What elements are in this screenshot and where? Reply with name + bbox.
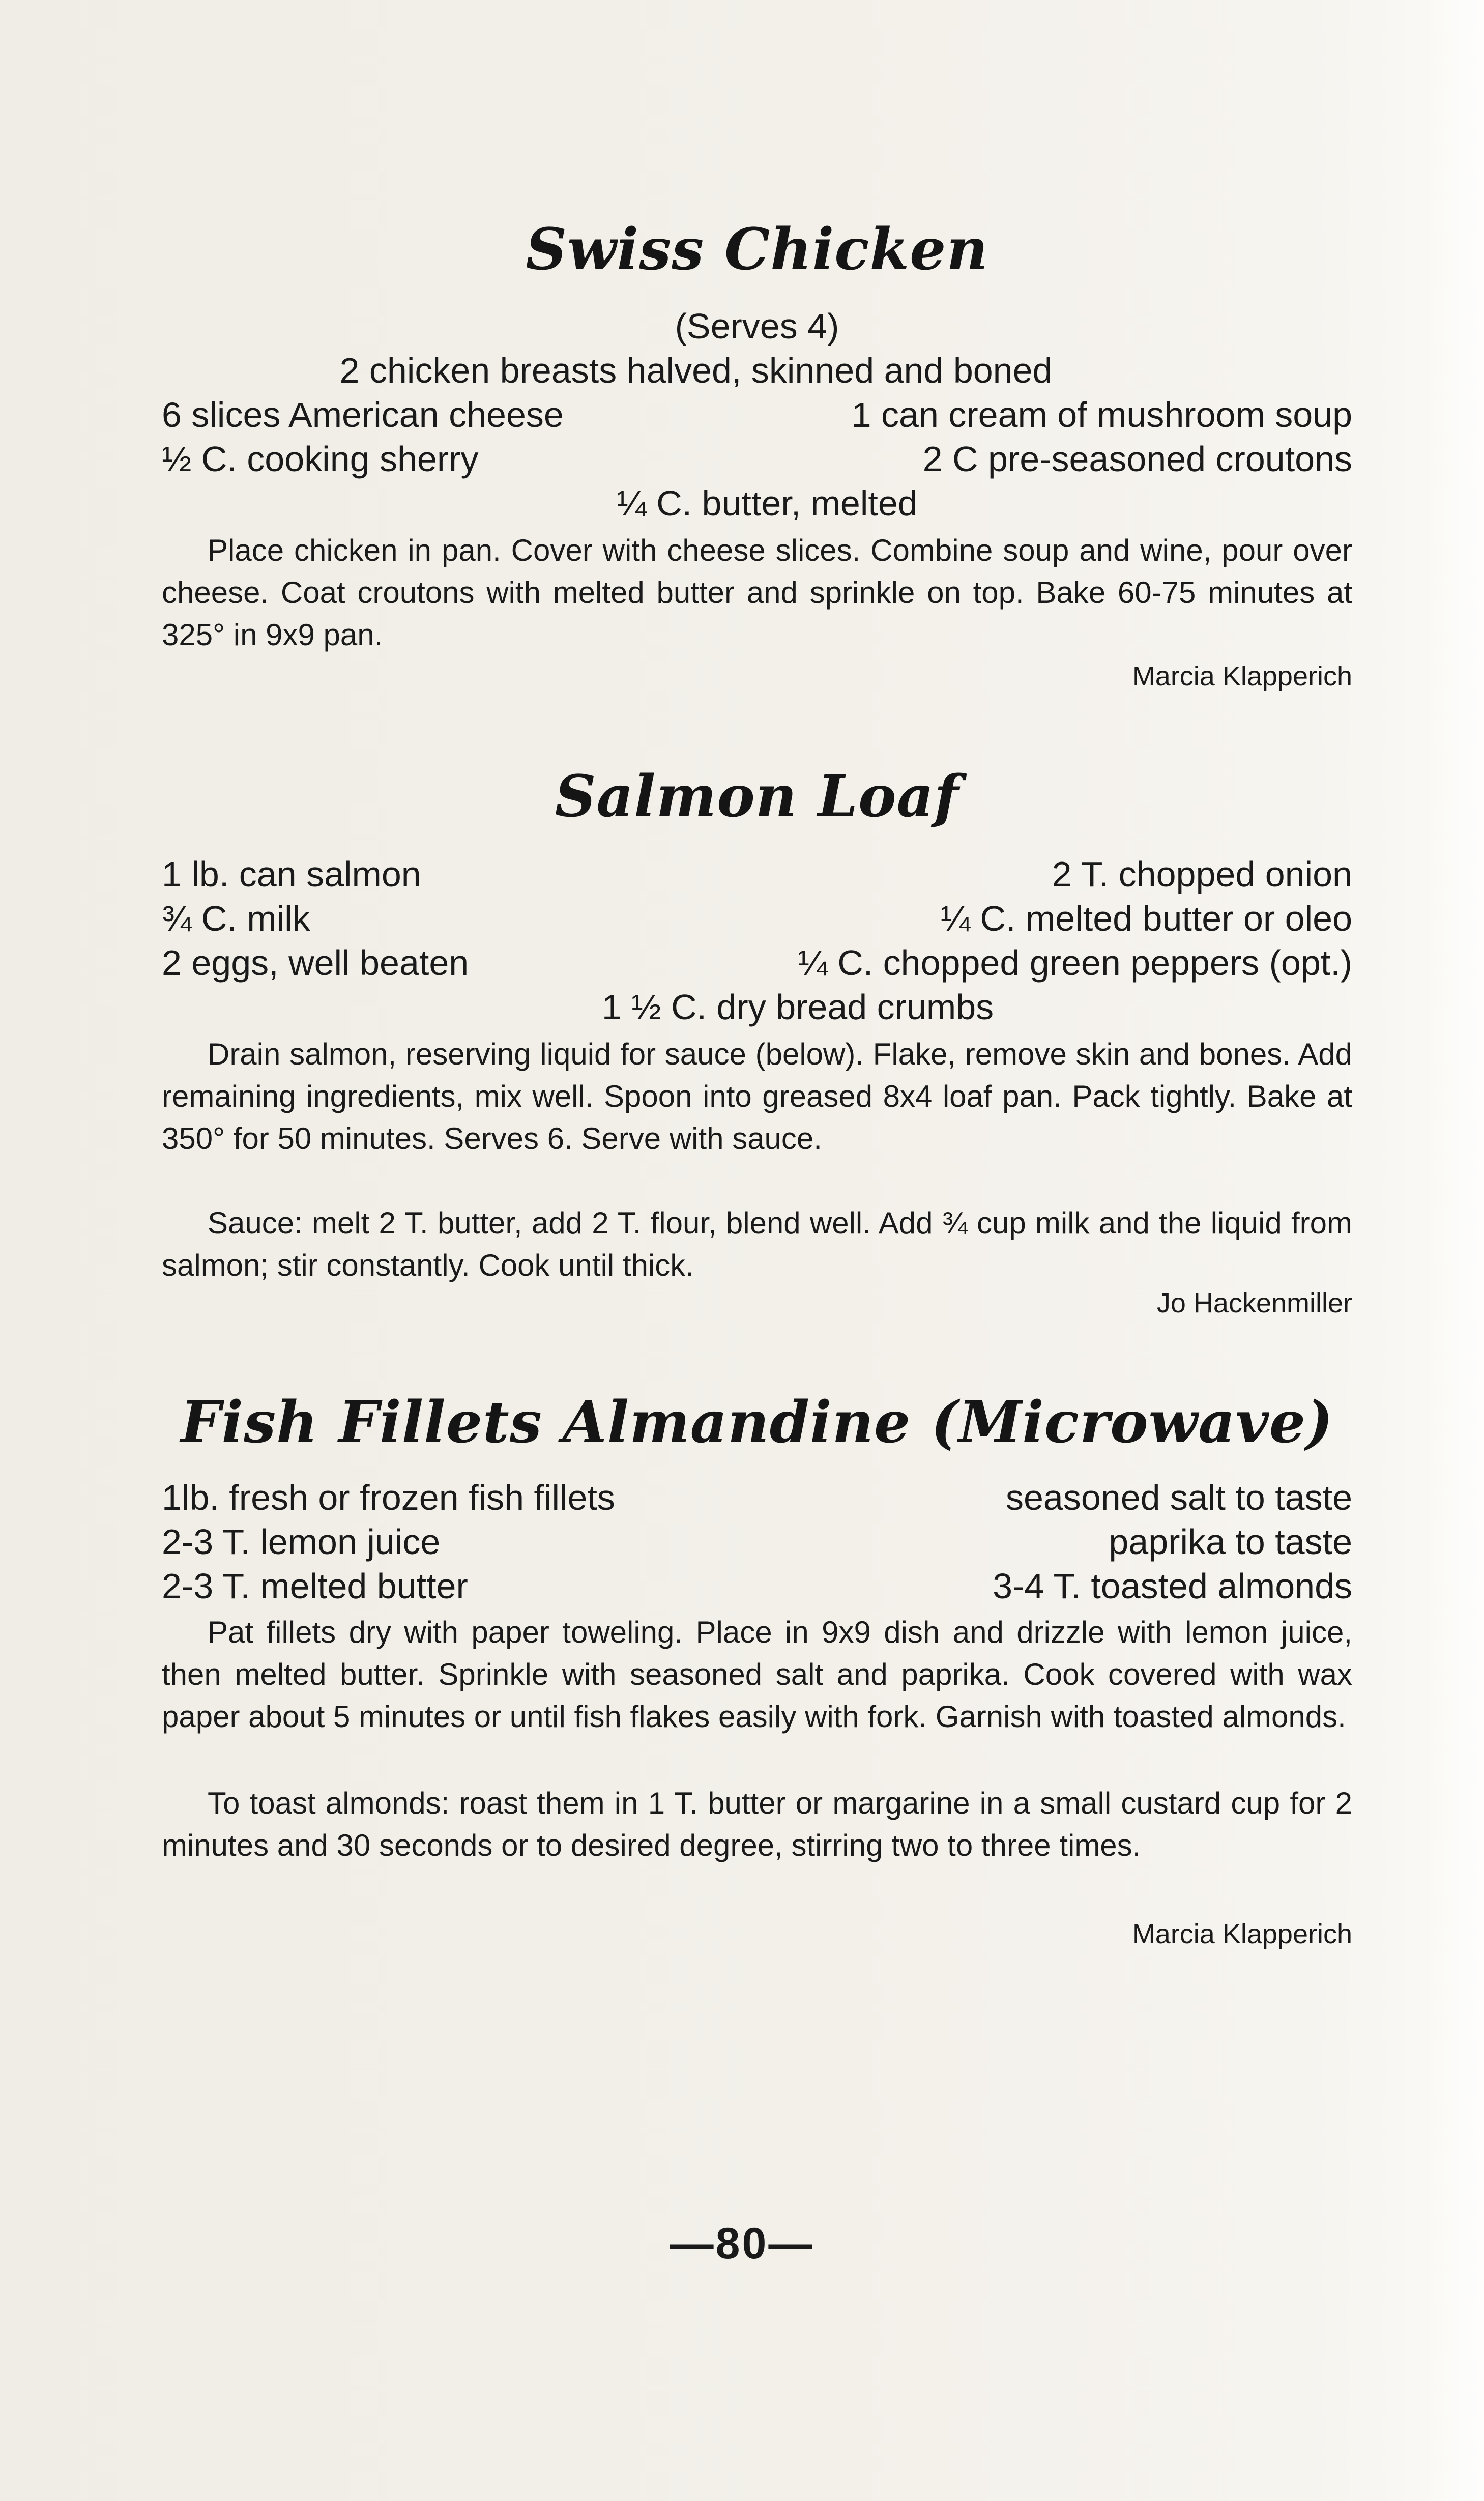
ingredient-line: 2 chicken breasts halved, skinned and boned [339,351,1053,390]
recipe-sauce: Sauce: melt 2 T. butter, add 2 T. flour, blend well. Add ¾ cup milk and the liquid from salmon; stir constantly. Cook until thick. [162,1206,1352,1282]
ingredient-line: 1 ½ C. dry bread crumbs [601,987,994,1027]
ingredient-left: 2-3 T. lemon juice [162,1522,441,1562]
ingredient-right: paprika to taste [1109,1522,1352,1562]
recipe-directions: Drain salmon, reserving liquid for sauce (below). Flake, remove skin and bones. Add remaining ingredients, mix well. Spoon into greased 8x4 loaf pan. Pack tightly. Bake at 350° for 50 minutes. Serves 6. Serve with sauce. [162,1037,1352,1156]
recipe-author: Marcia Klapperich [1132,661,1352,692]
ingredient-right: 2 C pre-seasoned croutons [922,439,1352,479]
ingredient-left: 2-3 T. melted butter [162,1566,468,1606]
ingredient-left: 1 lb. can salmon [162,854,421,894]
ingredient-left: 1lb. fresh or frozen fish fillets [162,1478,615,1517]
ingredient-left: 2 eggs, well beaten [162,943,469,983]
ingredient-left: ½ C. cooking sherry [162,439,479,479]
ingredient-right: seasoned salt to taste [1006,1478,1352,1517]
recipe-title: Salmon Loaf [555,763,959,830]
ingredient-right: ¼ C. melted butter or oleo [940,899,1352,938]
ingredient-right: 3-4 T. toasted almonds [993,1566,1352,1606]
recipe-author: Marcia Klapperich [1132,1919,1352,1949]
ingredient-right: 1 can cream of mushroom soup [851,395,1352,435]
ingredient-right: 2 T. chopped onion [1052,854,1352,894]
page-edge-shading [1423,0,1484,2501]
recipe-directions: Pat fillets dry with paper toweling. Place in 9x9 dish and drizzle with lemon juice, then melted butter. Sprinkle with seasoned salt and paprika. Cook covered with wax paper about 5 minutes or until fish flakes easily with fork. Garnish with toasted almonds. [162,1615,1352,1734]
recipe-serves: (Serves 4) [675,306,839,346]
ingredient-left: ¾ C. milk [162,899,310,938]
ingredient-left: 6 slices American cheese [162,395,564,435]
recipe-title: Swiss Chicken [526,216,988,283]
recipe-title: Fish Fillets Almandine (Microwave) [181,1389,1333,1456]
ingredient-right: ¼ C. chopped green peppers (opt.) [798,943,1352,983]
recipe-directions: Place chicken in pan. Cover with cheese slices. Combine soup and wine, pour over cheese. Coat croutons with melted butter and sprinkle on top. Bake 60-75 minutes at 325° in 9x9 pan. [162,533,1352,652]
page-number: —80— [670,2219,814,2268]
recipe-toast-note: To toast almonds: roast them in 1 T. butter or margarine in a small custard cup for 2 minutes and 30 seconds or to desired degree, stirring two to three times. [162,1786,1352,1862]
ingredient-line: ¼ C. butter, melted [617,483,918,523]
recipe-author: Jo Hackenmiller [1156,1288,1352,1318]
